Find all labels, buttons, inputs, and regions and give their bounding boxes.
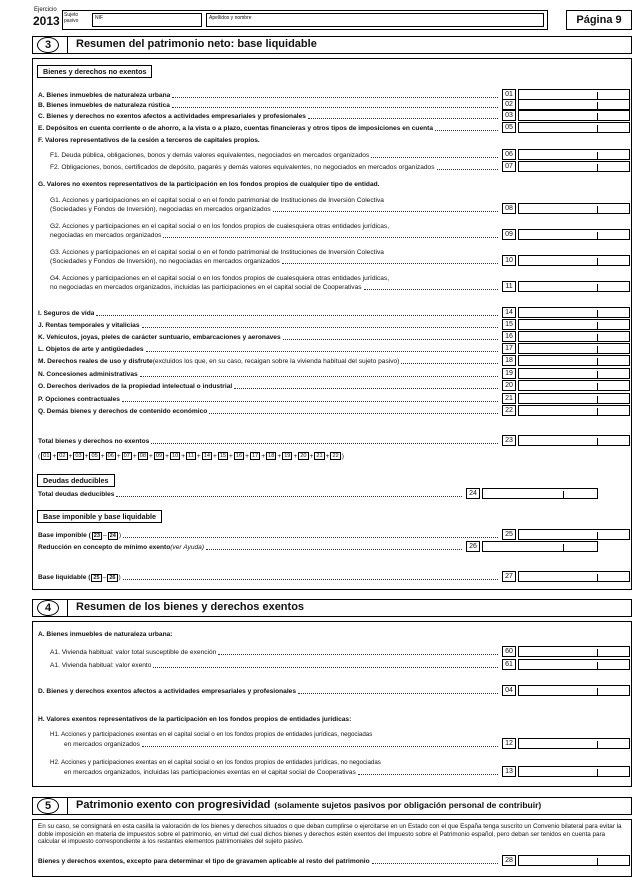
box-code-13: 13 <box>502 766 516 777</box>
plus-sign: + <box>277 452 282 460</box>
row-f2 <box>50 163 500 172</box>
formula-ref-15: 15 <box>219 453 227 459</box>
box-code-22: 22 <box>502 405 516 416</box>
plus-sign: + <box>165 452 169 460</box>
row-total-label: Total bienes y derechos no exentos <box>38 438 150 445</box>
plus-sign: + <box>68 452 73 460</box>
formula-ref-21: 21 <box>316 453 323 459</box>
row-c-label: C. Bienes y derechos no exentos afectos a actividades empresariales y profesionales <box>38 113 306 120</box>
section-5-header <box>32 797 632 815</box>
amount-field-12[interactable] <box>518 738 630 749</box>
amount-field-17[interactable] <box>518 343 630 354</box>
box-code-09: 09 <box>502 229 516 240</box>
row-n <box>38 370 500 379</box>
formula-ref-22: 22 <box>332 453 339 459</box>
amount-field-26[interactable] <box>482 541 598 552</box>
row-s5-28-label: Bienes y derechos exentos, excepto para determinar el tipo de gravamen aplicable al resto del patrimonio <box>38 858 370 865</box>
row-p <box>38 395 500 404</box>
plus-sign: + <box>325 452 330 460</box>
dot-leader <box>282 263 498 264</box>
open-paren: ( <box>38 452 41 460</box>
box-code-12: 12 <box>502 738 516 749</box>
plus-sign: + <box>293 452 298 460</box>
amount-field-61[interactable] <box>518 659 630 670</box>
plus-sign: + <box>149 452 153 460</box>
amount-field-10[interactable] <box>518 255 630 266</box>
dot-leader <box>122 401 498 402</box>
amount-field-02[interactable] <box>518 99 630 110</box>
row-l <box>38 345 500 354</box>
row-q <box>38 407 500 416</box>
dot-leader <box>372 863 498 864</box>
amount-field-06[interactable] <box>518 149 630 160</box>
formula-ref-14: 14 <box>203 453 210 459</box>
dot-leader <box>437 169 498 170</box>
row-f-label: F. Valores representativos de la cesión a terceros de capitales propios. <box>38 137 260 144</box>
decimal-separator <box>597 574 598 581</box>
dot-leader <box>140 376 498 377</box>
box-code-27: 27 <box>502 571 516 582</box>
decimal-separator <box>597 858 598 865</box>
box-code-02: 02 <box>502 99 516 110</box>
decimal-separator <box>597 113 598 120</box>
amount-field-08[interactable] <box>518 203 630 214</box>
decimal-separator <box>597 396 598 403</box>
amount-field-11[interactable] <box>518 281 630 292</box>
dot-leader <box>371 157 498 158</box>
box-code-25: 25 <box>502 529 516 540</box>
plus-sign: + <box>229 452 233 460</box>
box-code-05: 05 <box>502 122 516 133</box>
close-paren: ) <box>118 532 122 539</box>
row-l-label: L. Objetos de arte y antigüedades <box>38 346 144 353</box>
amount-field-15[interactable] <box>518 319 630 330</box>
section-5-title-main: Patrimonio exento con progresividad <box>76 799 271 811</box>
amount-field-07[interactable] <box>518 161 630 172</box>
dot-leader <box>358 774 498 775</box>
row-q-label: Q. Demás bienes y derechos de contenido económico <box>38 408 208 415</box>
decimal-separator <box>597 532 598 539</box>
dot-leader <box>206 549 462 550</box>
decimal-separator <box>597 258 598 265</box>
dot-leader <box>234 388 498 389</box>
box-code-14: 14 <box>502 307 516 318</box>
plus-sign: + <box>212 452 217 460</box>
dot-leader <box>283 339 498 340</box>
ref-26: 26 <box>109 575 116 581</box>
box-code-18: 18 <box>502 355 516 366</box>
row-g2-1-label: G2. Acciones y participaciones en el capital social o en los fondos propios de cualesquiera otras entidades jurídicas, <box>50 223 390 230</box>
plus-sign: + <box>52 452 57 460</box>
row-b-label: B. Bienes inmuebles de naturaleza rústica <box>38 102 170 109</box>
row-total <box>38 437 500 446</box>
box-code-20: 20 <box>502 380 516 391</box>
amount-field-14[interactable] <box>518 307 630 318</box>
section-3-header <box>32 36 632 54</box>
row-p-label: P. Opciones contractuales <box>38 396 120 403</box>
row-s4-a1 <box>50 648 500 657</box>
dot-leader <box>401 363 498 364</box>
plus-sign: + <box>84 452 89 460</box>
row-e <box>38 124 500 133</box>
close-paren: ) <box>118 574 121 581</box>
row-f1 <box>50 151 500 160</box>
dot-leader <box>172 107 498 108</box>
apellidos-field[interactable]: Apellidos y nombre <box>206 13 544 27</box>
box-code-07: 07 <box>502 161 516 172</box>
sujeto-label: Sujeto pasivo <box>64 12 79 24</box>
box-code-24: 24 <box>466 488 480 499</box>
row-f1-label: F1. Deuda pública, obligaciones, bonos y demás valores equivalentes, negociados en mercados organizados <box>50 152 370 159</box>
dot-leader <box>146 351 498 352</box>
plus-sign: + <box>100 452 105 460</box>
row-g4-1-label: G4. Acciones y participaciones en el capital social o en los fondos propios de cualesquiera otras entidades jurídicas, <box>50 275 390 282</box>
amount-field-18[interactable] <box>518 355 630 366</box>
minus-sign: – <box>102 574 107 581</box>
row-g-label: G. Valores no exentos representativos de la participación en los fondos propios de cualquier tipo de entidad. <box>38 181 380 188</box>
row-b <box>38 101 500 110</box>
s4-h1-label-1: H1. Acciones y participaciones exentas en el capital social o en los fondos propios de entidades jurídicas, negociadas <box>50 731 373 738</box>
amount-field-24[interactable] <box>482 488 598 499</box>
section-4-number: 4 <box>37 600 59 616</box>
formula-ref-10: 10 <box>171 453 179 459</box>
plus-sign: + <box>261 452 266 460</box>
dot-leader <box>153 667 498 668</box>
decimal-separator <box>597 92 598 99</box>
decimal-separator <box>597 741 598 748</box>
row-m-extra: (excluidos los que, en su caso, recaigan sobre la vivienda habitual del sujeto pasivo) <box>152 358 400 365</box>
box-code-10: 10 <box>502 255 516 266</box>
row-n-label: N. Concesiones administrativas <box>38 371 138 378</box>
box-code-11: 11 <box>502 281 516 292</box>
row-k-label: K. Vehículos, joyas, pieles de carácter suntuario, embarcaciones y aeronaves <box>38 334 281 341</box>
ref-23: 23 <box>93 533 100 539</box>
formula-ref-09: 09 <box>155 453 163 459</box>
section-4-header <box>32 599 632 617</box>
decimal-separator <box>597 102 598 109</box>
dot-leader <box>123 537 498 538</box>
row-g <box>38 180 630 189</box>
decimal-separator <box>597 649 598 656</box>
nif-field[interactable]: NIF <box>92 13 202 27</box>
row-j-label: J. Rentas temporales y vitalicias <box>38 322 140 329</box>
s4-a-label: A. Bienes inmuebles de naturaleza urbana: <box>38 631 173 638</box>
formula-ref-08: 08 <box>139 453 146 459</box>
ejercicio-label: Ejercicio <box>34 7 57 13</box>
row-total-deudas-label: Total deudas deducibles <box>38 491 115 498</box>
row-s4-h2-label: en mercados organizados, incluidas las participaciones exentas en el capital social de Cooperativas <box>64 769 356 776</box>
formula-ref-02: 02 <box>59 453 66 459</box>
decimal-separator <box>563 491 564 498</box>
decimal-separator <box>597 346 598 353</box>
row-s4-h1 <box>64 740 500 749</box>
box-code-06: 06 <box>502 149 516 160</box>
amount-field-19[interactable] <box>518 368 630 379</box>
decimal-separator <box>597 322 598 329</box>
dot-leader <box>142 327 498 328</box>
amount-field-22[interactable] <box>518 405 630 416</box>
row-g1-1-label: G1. Acciones y participaciones en el capital social o en el fondo patrimonial de Instituciones de Inversión Colectiva <box>50 197 384 204</box>
year: 2013 <box>33 14 60 28</box>
amount-field-27[interactable] <box>518 571 630 582</box>
amount-field-28[interactable] <box>518 855 630 866</box>
amount-field-09[interactable] <box>518 229 630 240</box>
formula-ref-06: 06 <box>107 453 114 459</box>
decimal-separator <box>597 284 598 291</box>
box-code-08: 08 <box>502 203 516 214</box>
row-g3-2-label: (Sociedades y Fondos de Inversión), no negociadas en mercados organizados <box>50 258 280 265</box>
box-code-16: 16 <box>502 331 516 342</box>
decimal-separator <box>597 688 598 695</box>
row-o-label: O. Derechos derivados de la propiedad intelectual o industrial <box>38 383 233 390</box>
bienes-no-exentos-tag: Bienes y derechos no exentos <box>37 65 152 78</box>
row-s4-a1-label: A1. Vivienda habitual: valor total susceptible de exención <box>50 649 217 656</box>
row-a-label: A. Bienes inmuebles de naturaleza urbana <box>38 92 171 99</box>
box-code-19: 19 <box>502 368 516 379</box>
decimal-separator <box>597 310 598 317</box>
formula-ref-05: 05 <box>91 453 98 459</box>
dot-leader <box>364 289 498 290</box>
dot-leader <box>435 130 498 131</box>
plus-sign: + <box>132 452 137 460</box>
amount-field-13[interactable] <box>518 766 630 777</box>
total-formula <box>38 452 344 460</box>
row-s4-a1b-label: A1. Vivienda habitual: valor exento <box>50 662 152 669</box>
decimal-separator <box>597 358 598 365</box>
section-5-subtitle: (solamente sujetos pasivos por obligación personal de contribuir) <box>274 800 542 810</box>
amount-field-60[interactable] <box>518 646 630 657</box>
amount-field-16[interactable] <box>518 331 630 342</box>
decimal-separator <box>597 206 598 213</box>
box-code-23: 23 <box>502 435 516 446</box>
row-i <box>38 309 500 318</box>
box-code-03: 03 <box>502 110 516 121</box>
decimal-separator <box>597 438 598 445</box>
amount-field-03[interactable] <box>518 110 630 121</box>
amount-field-21[interactable] <box>518 393 630 404</box>
row-total-deudas <box>38 490 464 499</box>
dot-leader <box>172 97 498 98</box>
minus-sign: – <box>103 532 107 539</box>
row-s4-d <box>38 687 500 696</box>
formula-ref-03: 03 <box>75 453 82 459</box>
row-a <box>38 91 500 100</box>
decimal-separator <box>563 544 564 551</box>
box-code-15: 15 <box>502 319 516 330</box>
row-c <box>38 112 500 121</box>
row-g4-2-label: no negociadas en mercados organizados, incluidas las participaciones en el capital social de Cooperativas <box>50 284 362 291</box>
dot-leader <box>151 443 498 444</box>
amount-field-25[interactable] <box>518 529 630 540</box>
plus-sign: + <box>196 452 201 460</box>
dot-leader <box>96 315 498 316</box>
formula-ref-19: 19 <box>284 453 291 459</box>
decimal-separator <box>597 125 598 132</box>
row-f2-label: F2. Obligaciones, bonos, certificados de depósito, pagarés y demás valores equivalentes, no negociados en mercados organizados <box>50 164 435 171</box>
amount-field-05[interactable] <box>518 122 630 133</box>
row-base-imponible-label: Base imponible ( <box>38 532 91 539</box>
row-g2-2-label: negociadas en mercados organizados <box>50 232 162 239</box>
deudas-tag: Deudas deducibles <box>37 474 115 487</box>
ref-24: 24 <box>109 533 116 539</box>
row-g3-2 <box>50 257 500 266</box>
section-5-number: 5 <box>37 798 59 814</box>
plus-sign: + <box>309 452 314 460</box>
decimal-separator <box>597 408 598 415</box>
formula-ref-18: 18 <box>268 453 275 459</box>
formula-ref-20: 20 <box>300 453 307 459</box>
row-reduccion-label: Reducción en concepto de mínimo exento <box>38 544 171 551</box>
decimal-separator <box>597 334 598 341</box>
close-paren: ) <box>341 452 344 460</box>
dot-leader <box>163 237 498 238</box>
formula-ref-11: 11 <box>188 453 194 459</box>
decimal-separator <box>597 371 598 378</box>
row-k <box>38 333 500 342</box>
ref-25: 25 <box>93 575 100 581</box>
box-code-01: 01 <box>502 89 516 100</box>
dot-leader <box>116 496 462 497</box>
row-s4-h1-label: en mercados organizados <box>64 741 140 748</box>
row-s5-28 <box>38 857 500 866</box>
formula-ref-01: 01 <box>43 453 50 459</box>
section-3-number: 3 <box>37 37 59 53</box>
box-code-04: 04 <box>502 685 516 696</box>
s4-h2-label-1: H2. Acciones y participaciones exentas en el capital social o en los fondos propios de entidades jurídicas, no negociadas <box>50 759 381 766</box>
base-tag: Base imponible y base liquidable <box>37 510 162 523</box>
row-g3-1-label: G3. Acciones y participaciones en el capital social o en el fondo patrimonial de Instituciones de Inversión Colectiva <box>50 249 384 256</box>
page-number: Página 9 <box>566 10 632 30</box>
row-reduccion <box>38 543 464 552</box>
formula-ref-07: 07 <box>123 453 130 459</box>
row-reduccion-note: (ver Ayuda) <box>170 544 205 551</box>
decimal-separator <box>597 152 598 159</box>
dot-leader <box>218 654 498 655</box>
plus-sign: + <box>181 452 186 460</box>
box-code-28: 28 <box>502 855 516 866</box>
row-i-label: I. Seguros de vida <box>38 310 95 317</box>
row-m-label: M. Derechos reales de uso y disfrute <box>38 358 153 365</box>
section-5-paragraph: En su caso, se consignará en esta casilla la valoración de los bienes y derechos situados o que deban cumplirse o ejercitarse en un Estado con el que España tenga suscrito un Convenio bilateral para evitar la doble imposición en materia de impuestos sobre el patrimonio, en virtud del cual dichos bienes y derechos estén exentos del Impuesto sobre el Patrimonio español, pero deban ser tenidos en cuenta para calcular el impuesto correspondiente a los restantes elementos patrimoniales del sujeto pasivo. <box>38 823 622 846</box>
dot-leader <box>209 413 498 414</box>
amount-field-23[interactable] <box>518 435 630 446</box>
row-s4-h2 <box>64 768 500 777</box>
row-base-imponible <box>38 531 500 540</box>
row-g2-2 <box>50 231 500 240</box>
dot-leader <box>123 579 498 580</box>
row-g1-2 <box>50 205 500 214</box>
row-base-liquidable <box>38 573 500 582</box>
dot-leader <box>273 211 498 212</box>
section-5-title <box>67 797 541 815</box>
row-f <box>38 136 630 145</box>
plus-sign: + <box>116 452 121 460</box>
section-3-title: Resumen del patrimonio neto: base liquidable <box>67 36 317 54</box>
section-4-title: Resumen de los bienes y derechos exentos <box>67 599 304 617</box>
box-code-61: 61 <box>502 659 516 670</box>
decimal-separator <box>597 769 598 776</box>
box-code-21: 21 <box>502 393 516 404</box>
decimal-separator <box>597 662 598 669</box>
row-o <box>38 382 500 391</box>
row-g1-2-label: (Sociedades y Fondos de Inversión), negociadas en mercados organizados <box>50 206 271 213</box>
row-g4-2 <box>50 283 500 292</box>
amount-field-20[interactable] <box>518 380 630 391</box>
row-e-label: E. Depósitos en cuenta corriente o de ahorro, a la vista o a plazo, cuentas financieras y otros tipos de imposiciones en cuenta <box>38 125 434 132</box>
box-code-26: 26 <box>466 541 480 552</box>
decimal-separator <box>597 164 598 171</box>
formula-ref-17: 17 <box>252 453 259 459</box>
decimal-separator <box>597 383 598 390</box>
amount-field-04[interactable] <box>518 685 630 696</box>
dot-leader <box>142 746 498 747</box>
row-base-liquidable-label: Base liquidable ( <box>38 574 91 581</box>
box-code-60: 60 <box>502 646 516 657</box>
s4-h-label: H. Valores exentos representativos de la participación en los fondos propios de entidades jurídicas: <box>38 716 352 723</box>
row-s4-d-label: D. Bienes y derechos exentos afectos a actividades empresariales y profesionales <box>38 688 297 695</box>
formula-ref-16: 16 <box>235 453 243 459</box>
row-j <box>38 321 500 330</box>
dot-leader <box>308 118 498 119</box>
plus-sign: + <box>245 452 249 460</box>
decimal-separator <box>597 232 598 239</box>
dot-leader <box>298 693 498 694</box>
row-m <box>38 357 500 366</box>
box-code-17: 17 <box>502 343 516 354</box>
row-s4-a1b <box>50 661 500 670</box>
